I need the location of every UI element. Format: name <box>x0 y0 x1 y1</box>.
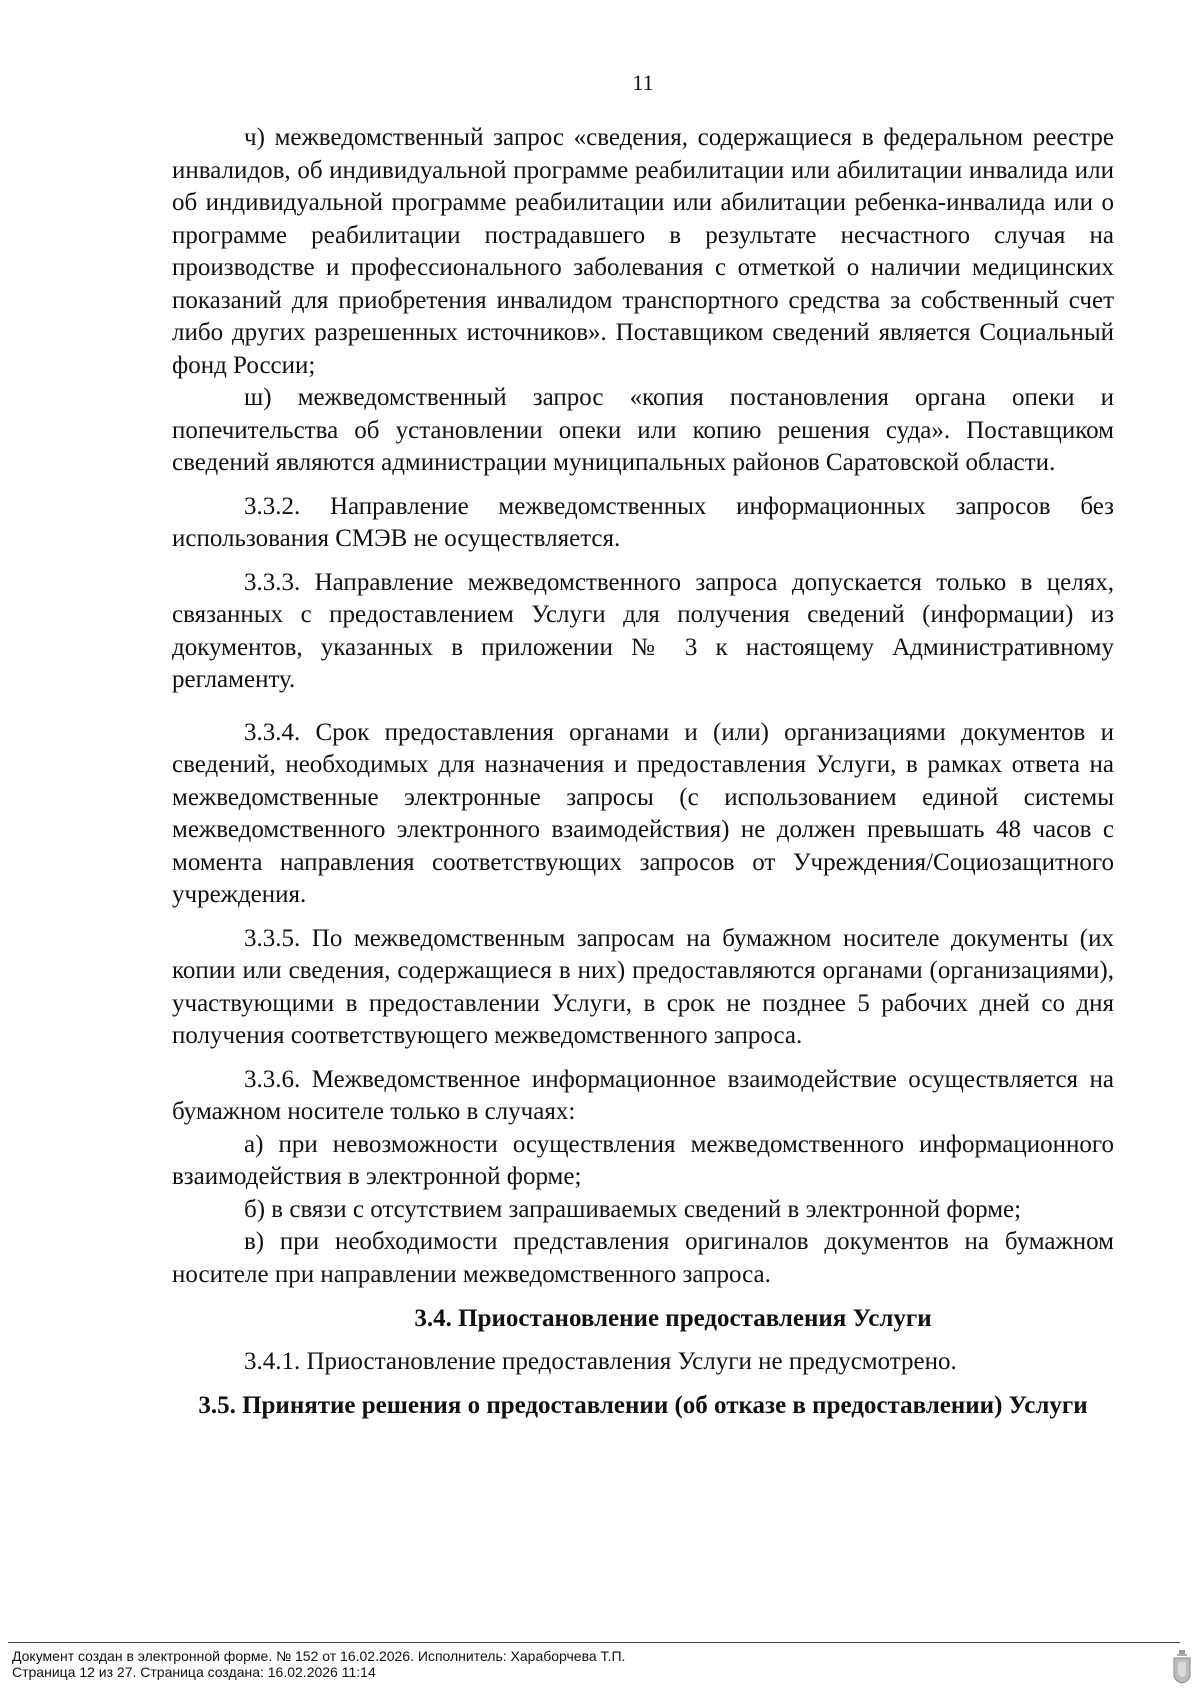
list-item-v: в) при необходимости представления оригиналов документов на бумажном носителе при направлении межведомственного запроса. <box>172 1228 1114 1288</box>
paragraph-3-4-1: 3.4.1. Приостановление предоставления Услуги не предусмотрено. <box>244 1347 957 1375</box>
paragraph-3-3-5: 3.3.5. По межведомственным запросам на бумажном носителе документы (их копии или сведения, содержащиеся в них) предоставляются органами (организациями), участвующими в предоставлении Услуги, в срок не позднее 5 рабочих дней со дня получения соответствующего межведомственного запроса. <box>172 924 1114 1049</box>
paragraph-3-3-4: 3.3.4. Срок предоставления органами и (или) организациями документов и сведений, необходимых для назначения и предоставления Услуги, в рамках ответа на межведомственные электронные запросы (с использованием единой системы межведомственного электронного взаимодействия) не должен превышать 48 часов с момента направления соответствующих запросов от Учреждения/Социозащитного учреждения. <box>172 718 1114 908</box>
footer-line-1: Документ создан в электронной форме. № 152 от 16.02.2026. Исполнитель: Хараборчева Т.П. <box>12 1648 626 1664</box>
page-number: 11 <box>632 70 654 95</box>
document-footer <box>12 1648 625 1680</box>
paragraph-3-3-3: 3.3.3. Направление межведомственного запроса допускается только в целях, связанных с предоставлением Услуги для получения сведений (информации) из документов, указанных в приложении № 3 к настоящему Административному регламенту. <box>172 568 1114 693</box>
footer-divider <box>8 1642 1180 1643</box>
footer-line-2: Страница 12 из 27. Страница создана: 16.02.2026 11:14 <box>12 1664 376 1680</box>
paragraph-3-3-6: 3.3.6. Межведомственное информационное взаимодействие осуществляется на бумажном носителе только в случаях: <box>172 1065 1114 1125</box>
paragraph-ch: ч) межведомственный запрос «сведения, содержащиеся в федеральном реестре инвалидов, об индивидуальной программе реабилитации или абилитации инвалида или об индивидуальной программе реабилитации или абилитации ребенка-инвалида или о программе реабилитации пострадавшего в результате несчастного случая на производстве и профессионального заболевания с отметкой о наличии медицинских показаний для приобретения инвалидом транспортного средства за собственный счет либо других разрешенных источников». Поставщиком сведений является Социальный фонд России; <box>172 124 1114 379</box>
list-item-b: б) в связи с отсутствием запрашиваемых сведений в электронной форме; <box>244 1195 1022 1223</box>
coat-of-arms-icon <box>1172 1650 1192 1684</box>
list-item-a: а) при невозможности осуществления межведомственного информационного взаимодействия в электронной форме; <box>172 1130 1114 1190</box>
section-heading-3-5: 3.5. Принятие решения о предоставлении (об отказе в предоставлении) Услуги <box>198 1392 1088 1419</box>
paragraph-3-3-2: 3.3.2. Направление межведомственных информационных запросов без использования СМЭВ не осуществляется. <box>172 492 1114 552</box>
document-body <box>172 122 1114 1423</box>
paragraph-sh: ш) межведомственный запрос «копия постановления органа опеки и попечительства об установлении опеки или копию решения суда». Поставщиком сведений являются администрации муниципальных районов Саратовской области. <box>172 384 1114 476</box>
section-heading-3-4: 3.4. Приостановление предоставления Услуги <box>414 1305 932 1332</box>
